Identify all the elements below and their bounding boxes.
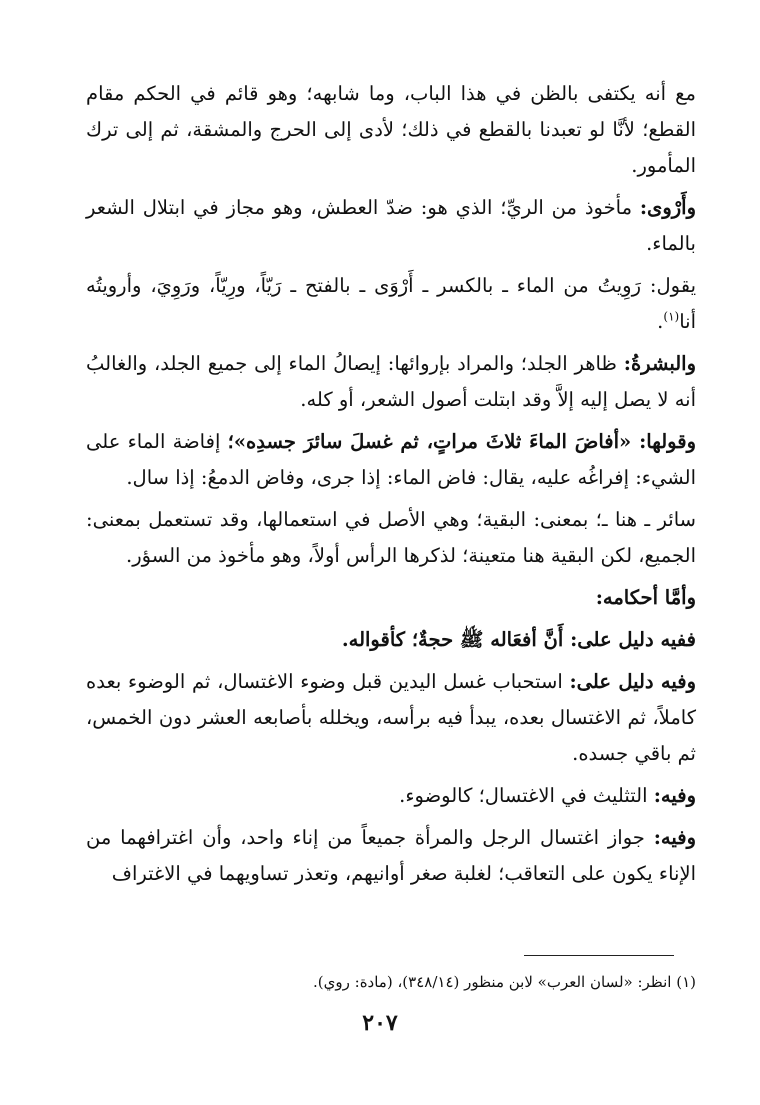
ruling-1-lead: ففيه دليل على: أَنَّ أفعَاله ﷺ حجةٌ؛ كأقواله. <box>341 628 696 651</box>
term-arwa: وأَرْوى: <box>639 196 696 219</box>
ruling-3-text: التثليث في الاغتسال؛ كالوضوء. <box>399 784 654 807</box>
hadith-quote: وقولها: «أفاضَ الماءَ ثلاثَ مراتٍ، ثم غسلَ سائرَ جسدِه»؛ <box>227 430 696 453</box>
paragraph-5 <box>86 424 696 496</box>
ruling-1 <box>86 622 696 658</box>
page-body <box>86 76 696 898</box>
paragraph-3-end: . <box>657 310 664 333</box>
paragraph-2-text: مأخوذ من الريِّ؛ الذي هو: ضدّ العطش، وهو مجاز في ابتلال الشعر بالماء. <box>86 196 696 255</box>
paragraph-1 <box>86 76 696 184</box>
ruling-4 <box>86 820 696 892</box>
ruling-3-lead: وفيه: <box>653 784 696 807</box>
paragraph-1-text: مع أنه يكتفى بالظن في هذا الباب، وما شابهه؛ وهو قائم في الحكم مقام القطع؛ لأنَّا لو تعبدنا بالقطع في ذلك؛ لأدى إلى الحرج والمشقة، ثم إلى ترك المأمور. <box>86 82 696 177</box>
ruling-2-text: استحباب غسل اليدين قبل وضوء الاغتسال، ثم الوضوء بعده كاملاً، ثم الاغتسال بعده، يبدأ فيه برأسه، ويخلله بأصابعه العشر دون الخمس، ثم باقي جسده. <box>86 670 696 765</box>
section-heading: وأمَّا أحكامه: <box>595 586 696 609</box>
footnote-reference: (١) <box>663 309 680 324</box>
ruling-4-lead: وفيه: <box>653 826 696 849</box>
footnote: (١) انظر: «لسان العرب» لابن منظور (٣٤٨/١٤)، (مادة: روي). <box>313 973 696 991</box>
paragraph-3-text: يقول: رَوِيتُ من الماء ـ بالكسر ـ أَرْوَى ـ بالفتح ـ رَيّاً، ورِيّاً، ورَوِيَ، وأرويتُه أنا <box>86 274 696 333</box>
ruling-3 <box>86 778 696 814</box>
paragraph-4 <box>86 346 696 418</box>
paragraph-2 <box>86 190 696 262</box>
paragraph-5-text: إفاضة الماء على الشيء: إفراغُه عليه، يقال: فاض الماء: إذا جرى، وفاض الدمعُ: إذا سال. <box>86 430 696 489</box>
paragraph-6-text: سائر ـ هنا ـ؛ بمعنى: البقية؛ وهي الأصل في استعمالها، وقد تستعمل بمعنى: الجميع، لكن البقية هنا متعينة؛ لذكرها الرأس أولاً، وهو مأخوذ من السؤر. <box>86 508 696 567</box>
paragraph-6 <box>86 502 696 574</box>
ruling-4-text: جواز اغتسال الرجل والمرأة جميعاً من إناء واحد، وأن اغترافهما من الإناء يكون على التعاقب؛ لغلبة صغر أوانيهم، وتعذر تساويهما في الاغتراف <box>86 826 696 885</box>
paragraph-4-text: ظاهر الجلد؛ والمراد بإروائها: إيصالُ الماء إلى جميع الجلد، والغالبُ أنه لا يصل إليه إلاَّ وقد ابتلت أصول الشعر، أو كله. <box>86 352 696 411</box>
footnote-divider <box>524 955 674 956</box>
ruling-2 <box>86 664 696 772</box>
page-number: ٢٠٧ <box>362 1010 398 1036</box>
paragraph-3 <box>86 268 696 340</box>
term-bashara: والبشرةُ: <box>623 352 696 375</box>
ruling-2-lead: وفيه دليل على: <box>569 670 696 693</box>
